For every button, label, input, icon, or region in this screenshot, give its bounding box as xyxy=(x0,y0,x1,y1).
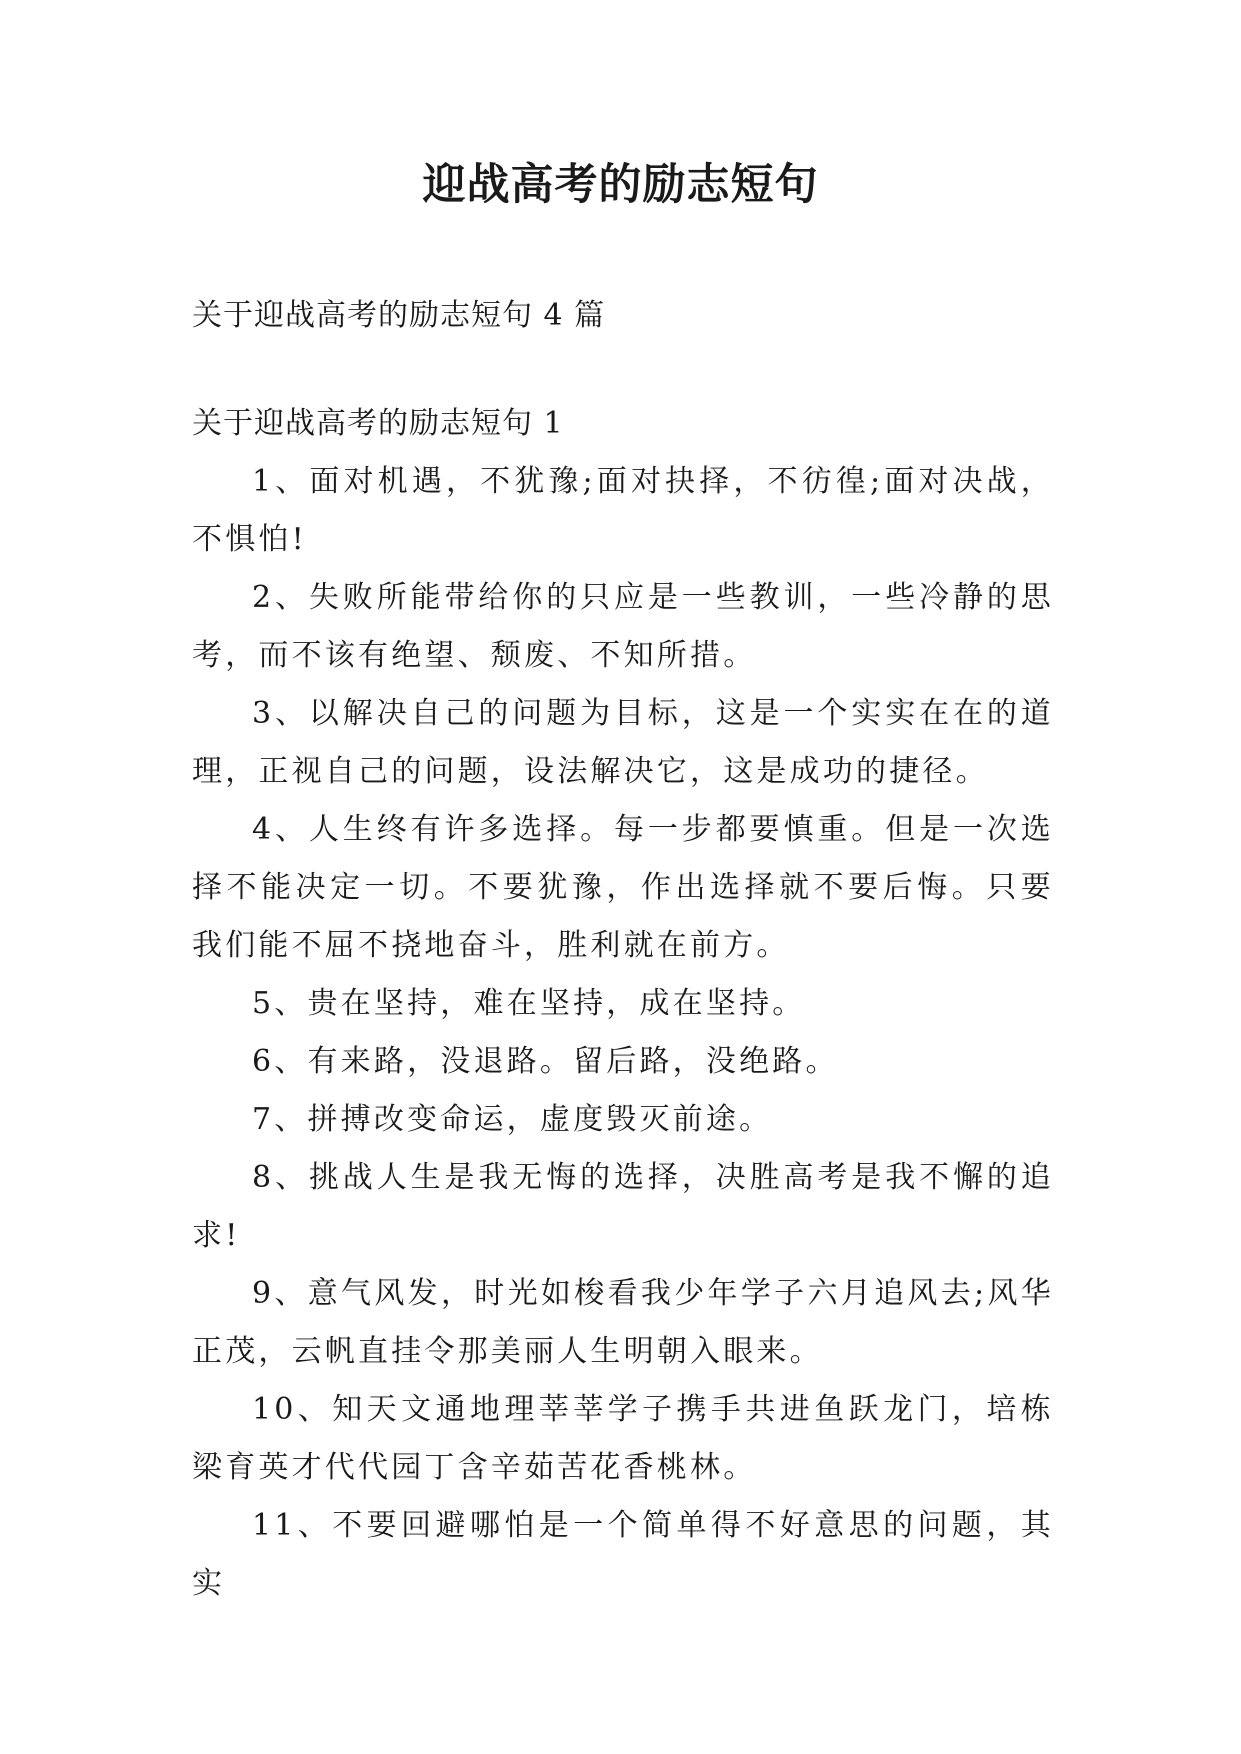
list-item: 9、意气风发，时光如梭看我少年学子六月追风去;风华正茂，云帆直挂令那美丽人生明朝入眼来。 xyxy=(192,1276,1054,1369)
section-heading: 关于迎战高考的励志短句 1 xyxy=(192,406,564,441)
document-body xyxy=(192,287,1054,1613)
list-item: 6、有来路，没退路。留后路，没绝路。 xyxy=(252,1044,839,1079)
list-item: 4、人生终有许多选择。每一步都要慎重。但是一次选择不能决定一切。不要犹豫，作出选择就不要后悔。只要我们能不屈不挠地奋斗，胜利就在前方。 xyxy=(192,812,1054,963)
list-item: 10、知天文通地理莘莘学子携手共进鱼跃龙门，培栋梁育英才代代园丁含辛茹苦花香桃林。 xyxy=(192,1392,1054,1485)
list-item: 7、拼搏改变命运，虚度毁灭前途。 xyxy=(252,1102,773,1137)
list-item: 8、挑战人生是我无悔的选择，决胜高考是我不懈的追求! xyxy=(192,1160,1054,1253)
document-title: 迎战高考的励志短句 xyxy=(422,160,819,210)
list-item: 3、以解决自己的问题为目标，这是一个实实在在的道理，正视自己的问题，设法解决它，这是成功的捷径。 xyxy=(192,696,1054,789)
list-item: 5、贵在坚持，难在坚持，成在坚持。 xyxy=(252,986,806,1021)
document-subtitle: 关于迎战高考的励志短句 4 篇 xyxy=(192,298,606,333)
list-item: 2、失败所能带给你的只应是一些教训，一些冷静的思考，而不该有绝望、颓废、不知所措。 xyxy=(192,580,1054,673)
list-item: 1、面对机遇，不犹豫;面对抉择，不彷徨;面对决战，不惧怕! xyxy=(192,464,1054,557)
list-item: 11、不要回避哪怕是一个简单得不好意思的问题，其实 xyxy=(192,1508,1054,1601)
